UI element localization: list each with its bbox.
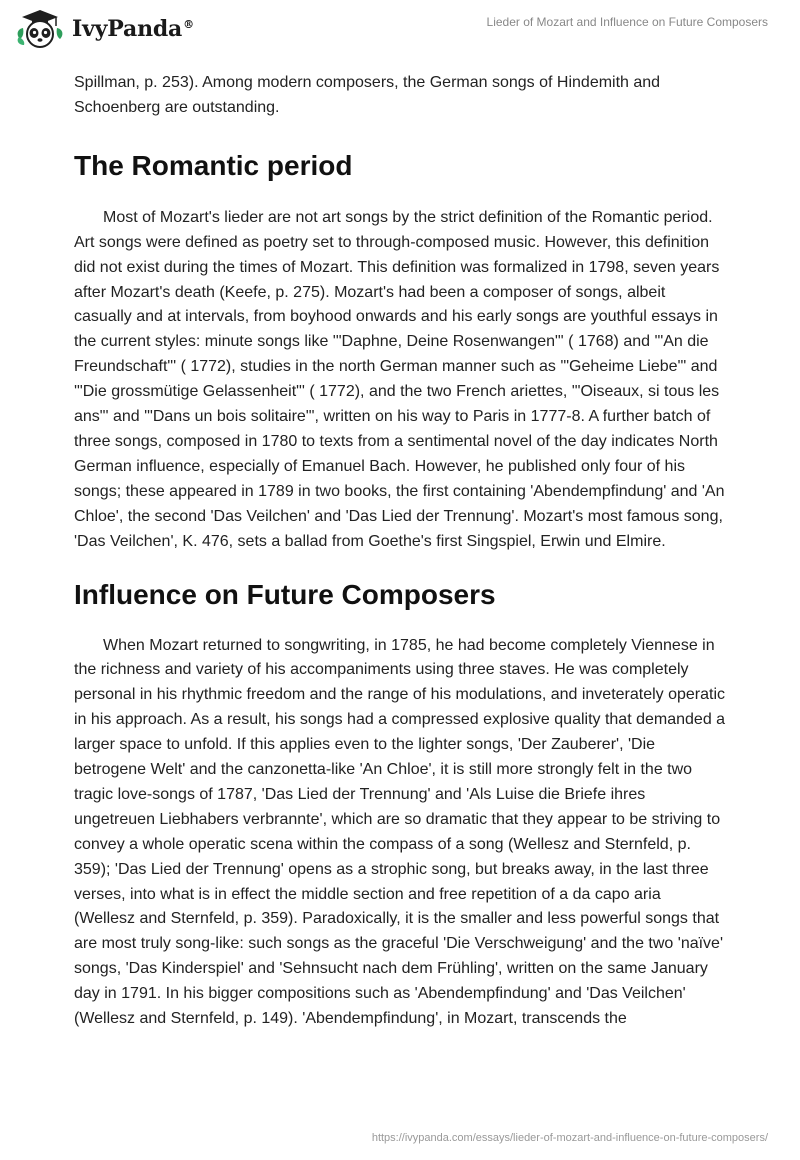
romantic-period-paragraph: Most of Mozart's lieder are not art songs by the strict definition of the Romantic period. Art songs were defined as poetry set to through-composed music. However, this definition did not exist during the times of Mozart. This definition was formalized in 1798, seven years after Mozart's death (Keefe, p. 275). Mozart's had been a composer of songs, albeit casually and at intervals, from boyhood onwards and his early songs are youthful essays in the current styles: minute songs like '"Daphne, Deine Rosenwangen"' ( 1768) and '"An die Freundschaft"' ( 1772), studies in the north German manner such as '"Geheime Liebe"' and '"Die grossmütige Gelassenheit"' ( 1772), and the two French ariettes, '"Oiseaux, si tous les ans"' and '"Dans un bois solitaire"', written on his way to Paris in 1777-8. A further batch of three songs, composed in 1780 to texts from a sentimental novel of the day indicates North German influence, especially of Emanuel Bach. However, he published only four of his songs; these appeared in 1789 in two books, the first containing 'Abendempfindung' and 'An Chloe', the second 'Das Veilchen' and 'Das Lied der Trennung'. Mozart's most famous song, 'Das Veilchen', K. 476, sets a ballad from Goethe's first Singspiel, Erwin und Elmire. bbox=[74, 208, 725, 550]
document-title: Lieder of Mozart and Influence on Future Composers bbox=[486, 15, 768, 29]
panda-mascot-icon bbox=[14, 9, 66, 49]
section-heading-influence: Influence on Future Composers bbox=[74, 578, 496, 610]
brand-name: IvyPanda® bbox=[72, 16, 194, 42]
article-body bbox=[74, 71, 726, 1032]
ivypanda-logo[interactable] bbox=[14, 9, 194, 49]
source-url[interactable]: https://ivypanda.com/essays/lieder-of-mozart-and-influence-on-future-composers/ bbox=[371, 1132, 768, 1144]
influence-paragraph: When Mozart returned to songwriting, in 1785, he had become completely Viennese in the richness and variety of his accompaniments using three staves. He was completely personal in his rhythmic freedom and the range of his modulations, and inveterately operatic in his approach. As a result, his songs had a compressed explosive quality that demanded a larger space to unfold. If this applies even to the lighter songs, 'Der Zauberer', 'Die betrogene Welt' and the canzonetta-like 'An Chloe', it is still more strongly felt in the two tragic love-songs of 1787, 'Das Lied der Trennung' and 'Als Luise die Briefe ihres ungetreuen Liebhabers verbrannte', which are so dramatic that they appear to be striving to convey a whole operatic scena within the compass of a song (Wellesz and Sternfeld, p. 359); 'Das Lied der Trennung' opens as a strophic song, but breaks away, in the last three verses, into what is in effect the middle section and free repetition of a da capo aria (Wellesz and Sternfeld, p. 359). Paradoxically, it is the smaller and less powerful songs that are most truly song-like: such songs as the graceful 'Die Verschweigung' and the two 'naïve' songs, 'Das Kinderspiel' and 'Sehnsucht nach dem Frühling', written on the same January day in 1791. In his bigger compositions such as 'Abendempfindung' and 'Das Veilchen' (Wellesz and Sternfeld, p. 149). 'Abendempfindung', in Mozart, transcends the bbox=[74, 636, 726, 1028]
page-header bbox=[0, 0, 800, 56]
section-heading-romantic-period: The Romantic period bbox=[74, 149, 353, 181]
intro-paragraph: Spillman, p. 253). Among modern composers, the German songs of Hindemith and Schoenberg are outstanding. bbox=[74, 74, 661, 116]
